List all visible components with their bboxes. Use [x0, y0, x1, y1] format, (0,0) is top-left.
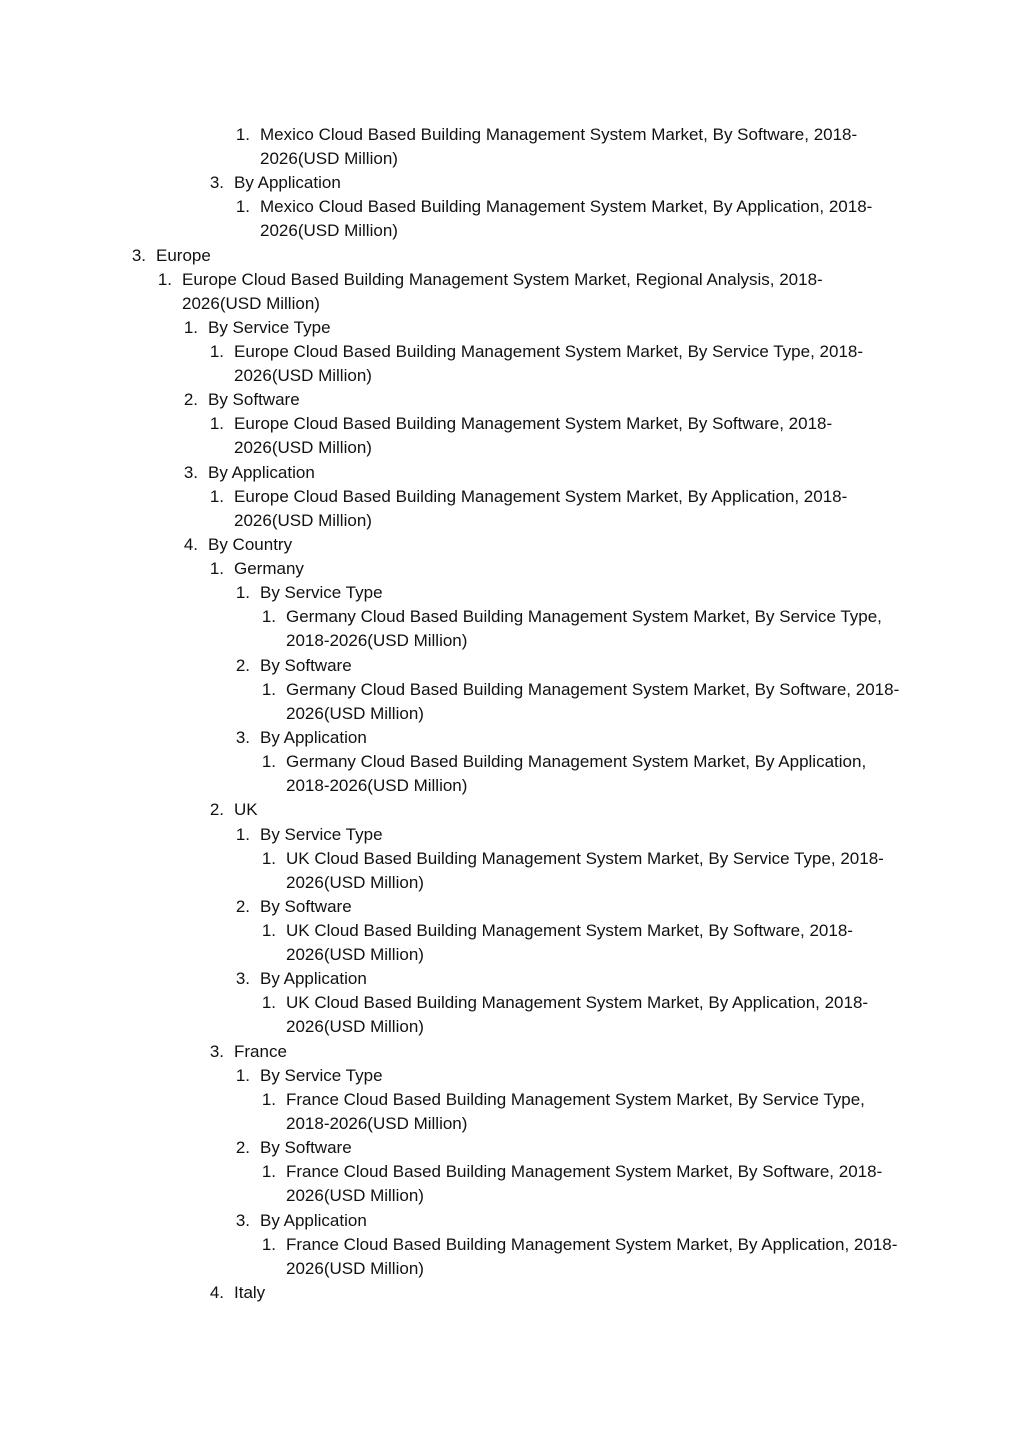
outline-item-text: By Service Type	[260, 825, 383, 844]
outline-item-number: 3.	[235, 1211, 250, 1230]
outline-item-text: By Software	[260, 656, 352, 675]
outline-item-number: 1.	[261, 1162, 276, 1181]
outline-item	[229, 195, 900, 243]
outline-item-text: By Software	[208, 390, 300, 409]
outline-item-number: 1.	[261, 680, 276, 699]
outline-item	[203, 412, 900, 460]
outline-item-text: UK	[234, 800, 258, 819]
outline-item-text: France Cloud Based Building Management System Market, By Application, 2018-2026(USD Million)	[286, 1235, 898, 1279]
outline-item	[177, 461, 900, 485]
outline-item	[255, 1160, 900, 1208]
outline-item-text: UK Cloud Based Building Management System Market, By Service Type, 2018-2026(USD Million)	[286, 849, 884, 893]
outline-item	[125, 244, 900, 268]
outline-item-number: 1.	[261, 921, 276, 940]
outline-item	[229, 967, 900, 991]
outline-item-text: Germany Cloud Based Building Management System Market, By Software, 2018-2026(USD Million)	[286, 680, 900, 724]
outline-item	[177, 533, 900, 557]
outline-item-number: 1.	[261, 849, 276, 868]
outline-item-number: 2.	[235, 656, 250, 675]
outline-item	[203, 557, 900, 581]
outline-item-number: 2.	[183, 390, 198, 409]
outline-item-number: 4.	[209, 1283, 224, 1302]
outline-item	[229, 581, 900, 605]
outline-item	[229, 726, 900, 750]
outline-item-number: 1.	[209, 414, 224, 433]
outline-item	[229, 654, 900, 678]
outline-item-number: 1.	[157, 270, 172, 289]
outline-item-number: 1.	[261, 752, 276, 771]
outline-item	[255, 847, 900, 895]
outline-item-text: France Cloud Based Building Management System Market, By Software, 2018-2026(USD Million)	[286, 1162, 883, 1206]
outline-item-number: 1.	[235, 1066, 250, 1085]
outline-item-number: 1.	[209, 342, 224, 361]
outline-item-number: 1.	[235, 125, 250, 144]
outline-item	[177, 316, 900, 340]
outline-item-text: Europe Cloud Based Building Management System Market, Regional Analysis, 2018-2026(USD Million)	[182, 270, 823, 314]
outline-item	[177, 388, 900, 412]
outline-item-text: France	[234, 1042, 287, 1061]
outline-item	[229, 123, 900, 171]
outline-item-text: By Service Type	[208, 318, 331, 337]
outline-item-text: Mexico Cloud Based Building Management System Market, By Software, 2018-2026(USD Million)	[260, 125, 858, 169]
outline-item	[203, 171, 900, 195]
outline-item-text: Germany	[234, 559, 304, 578]
outline-item-text: UK Cloud Based Building Management System Market, By Application, 2018-2026(USD Million)	[286, 993, 869, 1037]
outline-item-number: 1.	[209, 559, 224, 578]
outline-item	[229, 823, 900, 847]
outline-item-text: By Application	[208, 463, 315, 482]
outline-item	[151, 268, 900, 316]
outline-item-number: 1.	[261, 1235, 276, 1254]
outline-item-number: 1.	[235, 583, 250, 602]
outline-item-text: By Application	[234, 173, 341, 192]
outline-item	[255, 678, 900, 726]
outline-item	[229, 1136, 900, 1160]
outline-item-text: Italy	[234, 1283, 266, 1302]
outline-item	[255, 919, 900, 967]
outline-item	[203, 1281, 900, 1305]
outline-item-text: By Software	[260, 897, 352, 916]
outline-item-text: Germany Cloud Based Building Management System Market, By Application, 2018-2026(USD Million)	[286, 752, 867, 796]
outline-item	[255, 605, 900, 653]
outline-item-text: Europe Cloud Based Building Management System Market, By Application, 2018-2026(USD Million)	[234, 487, 848, 531]
outline-item-text: By Application	[260, 1211, 367, 1230]
outline-item	[255, 991, 900, 1039]
outline-item	[229, 895, 900, 919]
outline-item-number: 3.	[131, 246, 146, 265]
outline-item-text: By Application	[260, 728, 367, 747]
outline-item-number: 1.	[261, 1090, 276, 1109]
outline-item-number: 3.	[183, 463, 198, 482]
outline-item	[255, 1233, 900, 1281]
outline-item	[229, 1209, 900, 1233]
outline-item-number: 2.	[235, 897, 250, 916]
outline-item-number: 1.	[235, 197, 250, 216]
outline-item-text: Europe Cloud Based Building Management System Market, By Service Type, 2018-2026(USD Million)	[234, 342, 864, 386]
outline-item	[229, 1064, 900, 1088]
outline-item-text: France Cloud Based Building Management System Market, By Service Type, 2018-2026(USD Million)	[286, 1090, 865, 1134]
outline-item-number: 3.	[209, 1042, 224, 1061]
outline-item-text: Mexico Cloud Based Building Management System Market, By Application, 2018-2026(USD Million)	[260, 197, 873, 241]
outline-item-text: By Service Type	[260, 583, 383, 602]
outline-item-text: Europe	[156, 246, 211, 265]
outline-item-number: 1.	[183, 318, 198, 337]
outline-item	[255, 750, 900, 798]
outline-item	[255, 1088, 900, 1136]
outline-item	[203, 798, 900, 822]
outline-item-number: 4.	[183, 535, 198, 554]
outline-item-text: Europe Cloud Based Building Management System Market, By Software, 2018-2026(USD Million)	[234, 414, 833, 458]
outline-item-number: 1.	[209, 487, 224, 506]
outline-item-number: 3.	[209, 173, 224, 192]
outline-item-number: 1.	[235, 825, 250, 844]
outline-item	[203, 485, 900, 533]
outline-item-text: By Application	[260, 969, 367, 988]
outline-item-text: By Service Type	[260, 1066, 383, 1085]
outline-item-text: By Software	[260, 1138, 352, 1157]
outline-item	[203, 1040, 900, 1064]
outline-item-number: 1.	[261, 607, 276, 626]
outline-item-number: 2.	[235, 1138, 250, 1157]
outline-item-number: 2.	[209, 800, 224, 819]
outline-item-number: 3.	[235, 969, 250, 988]
outline-item-text: UK Cloud Based Building Management System Market, By Software, 2018-2026(USD Million)	[286, 921, 853, 965]
outline-item-number: 1.	[261, 993, 276, 1012]
outline-item	[203, 340, 900, 388]
outline-item-text: Germany Cloud Based Building Management System Market, By Service Type, 2018-2026(USD Million)	[286, 607, 882, 651]
outline-item-number: 3.	[235, 728, 250, 747]
outline-item-text: By Country	[208, 535, 293, 554]
